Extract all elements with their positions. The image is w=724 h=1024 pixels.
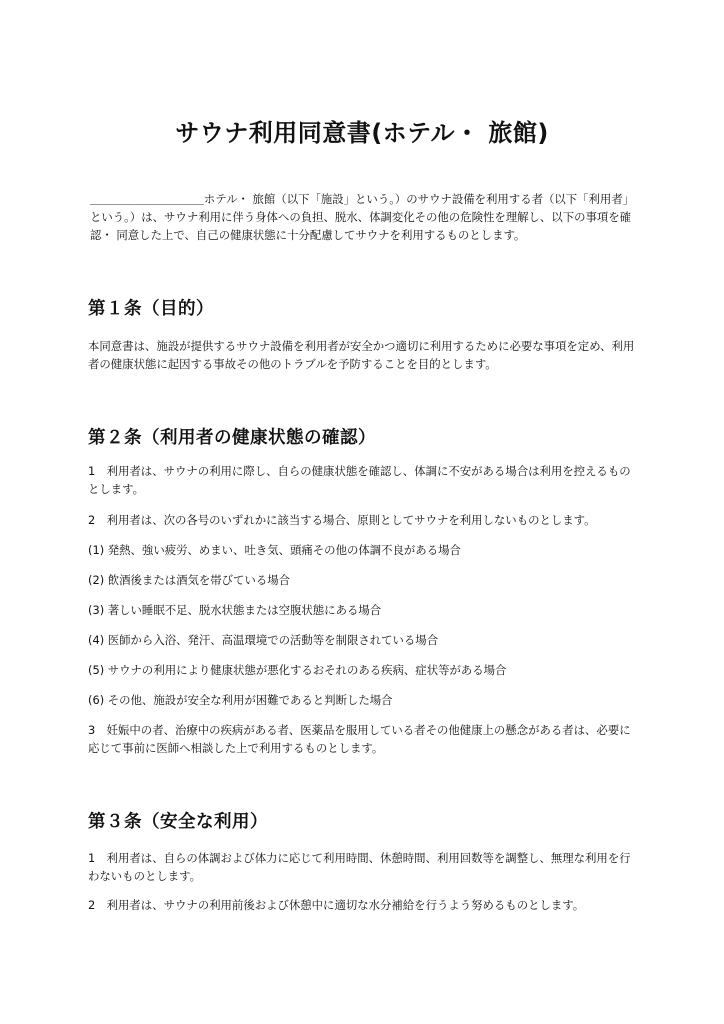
- article-1-paragraph-1: 本同意書は、施設が提供するサウナ設備を利用者が安全かつ適切に利用するために必要な事項を定め、利用者の健康状態に起因する事故その他のトラブルを予防することを目的とします。: [88, 339, 635, 371]
- article-2-clause-2: 2 利用者は、次の各号のいずれかに該当する場合、原則としてサウナを利用しないものとします。: [88, 513, 596, 527]
- article-2-item-2: (2) 飲酒後または酒気を帯びている場合: [88, 573, 291, 587]
- article-2-item-6: (6) その他、施設が安全な利用が困難であると判断した場合: [88, 693, 393, 707]
- article-2-clause-3: 3 妊娠中の者、治療中の疾病がある者、医薬品を服用している者その他健康上の懸念がある者は、必要に応じて事前に医師へ相談した上で利用するものとします。: [88, 723, 631, 755]
- article-2-item-5: (5) サウナの利用により健康状態が悪化するおそれのある疾病、症状等がある場合: [88, 663, 507, 677]
- article-2-item-3: (3) 著しい睡眠不足、脱水状態または空腹状態にある場合: [88, 603, 382, 617]
- intro-paragraph: ＿＿＿＿＿＿＿＿＿＿ホテル・ 旅館（以下「施設」という。）のサウナ設備を利用する者（以下「利用者」という。）は、サウナ利用に伴う身体への負担、脱水、体調変化その他の危険性を理解し、以下の事項を確認・ 同意した上で、自己の健康状態に十分配慮してサウナを利用するものとします。: [90, 192, 635, 242]
- article-3-clause-2: 2 利用者は、サウナの利用前後および休憩中に適切な水分補給を行うよう努めるものとします。: [88, 898, 585, 912]
- article-2-item-4: (4) 医師から入浴、発汗、高温環境での活動等を制限されている場合: [88, 633, 439, 647]
- article-2-clause-1: 1 利用者は、サウナの利用に際し、自らの健康状態を確認し、体調に不安がある場合は利用を控えるものとします。: [88, 464, 631, 496]
- article-3-heading: 第３条（安全な利用）: [88, 812, 268, 832]
- article-1-heading: 第１条（目的）: [88, 299, 214, 319]
- article-2-heading: 第２条（利用者の健康状態の確認）: [88, 428, 376, 448]
- article-3-clause-1: 1 利用者は、自らの体調および体力に応じて利用時間、休憩時間、利用回数等を調整し、無理な利用を行わないものとします。: [88, 851, 631, 883]
- article-2-item-1: (1) 発熱、強い疲労、めまい、吐き気、頭痛その他の体調不良がある場合: [88, 543, 461, 557]
- document-title: サウナ利用同意書(ホテル・ 旅館): [175, 119, 549, 147]
